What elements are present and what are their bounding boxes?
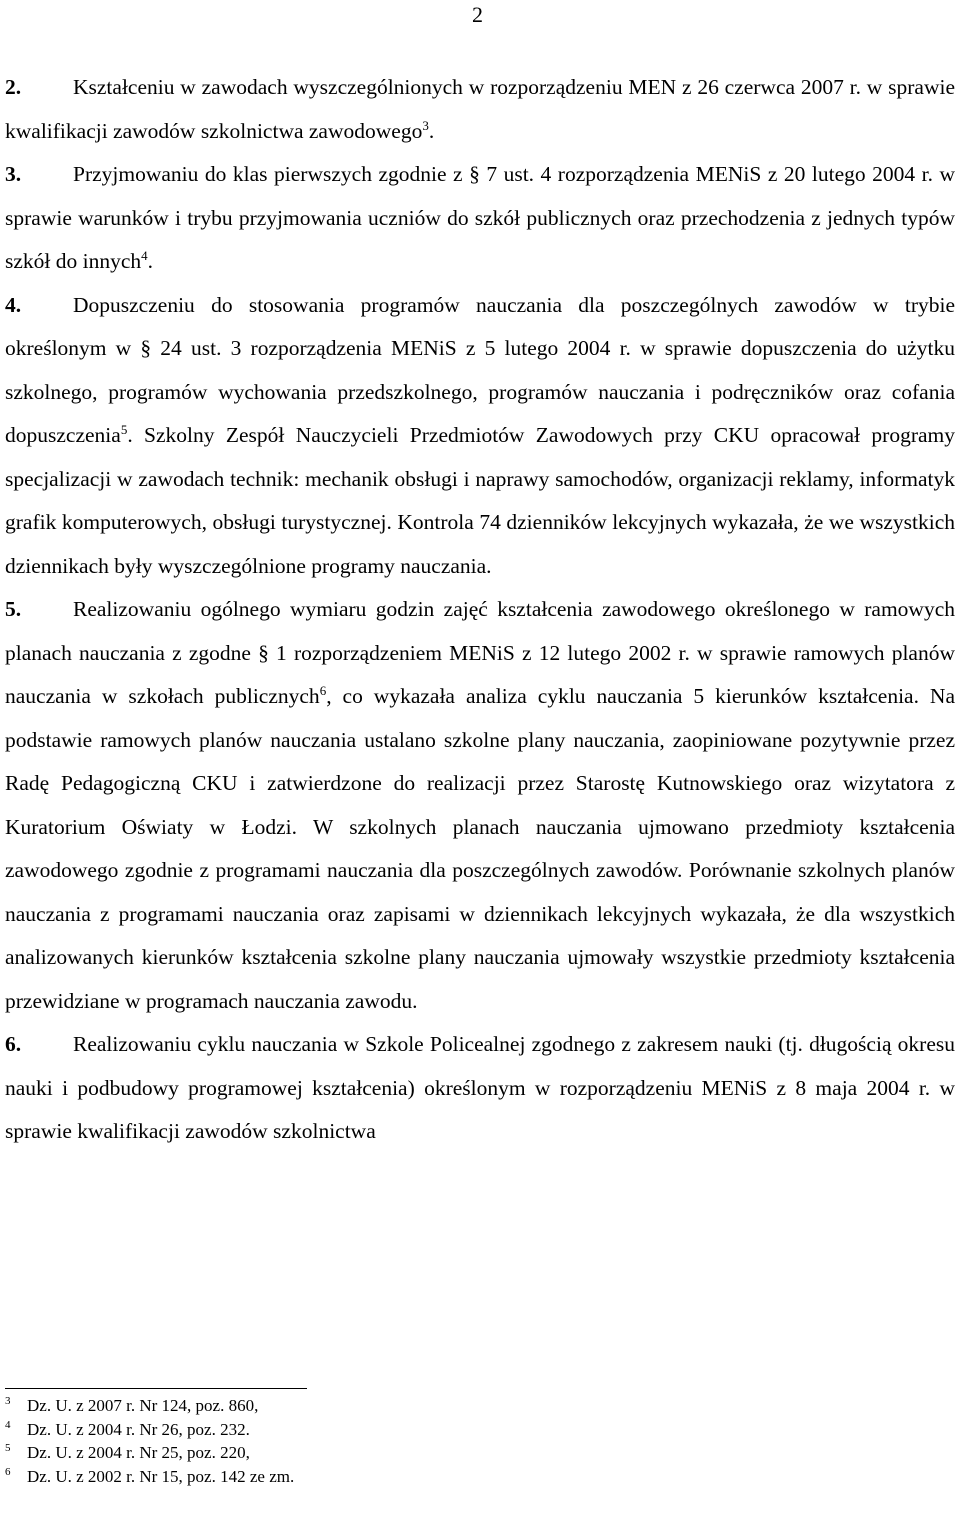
item-text: Przyjmowaniu do klas pierwszych zgodnie z § 7 ust. 4 rozporządzenia MENiS z 20 lutego 2004 r. w sprawie warunków i trybu przyjmowania uczniów do szkół publicznych oraz przechodzenia z jednych typów szkół do innych: [5, 162, 955, 273]
footnote-text: Dz. U. z 2002 r. Nr 15, poz. 142 ze zm.: [27, 1466, 295, 1486]
item-number: 6.: [5, 1032, 22, 1056]
item-text: .: [147, 249, 154, 273]
footnote: 4 Dz. U. z 2004 r. Nr 26, poz. 232.: [5, 1418, 250, 1439]
item-text: Kształceniu w zawodach wyszczególnionych w rozporządzeniu MEN z 26 czerwca 2007 r. w sprawie kwalifikacji zawodów szkolnictwa zawodowego: [5, 75, 955, 143]
item-number: 4.: [5, 292, 22, 317]
footnote: 5 Dz. U. z 2004 r. Nr 25, poz. 220,: [5, 1442, 250, 1463]
item-text: Realizowaniu ogólnego wymiaru godzin zajęć kształcenia zawodowego określonego w ramowych planach nauczania z zgodne § 1 rozporządzeniem MENiS z 12 lutego 2002 r. w sprawie ramowych planów nauczania w szkołach publicznych: [5, 597, 955, 708]
footnote-ref: 5: [120, 422, 128, 437]
item-text: .: [428, 118, 435, 143]
item-number: 5.: [5, 597, 22, 621]
footnote: 6 Dz. U. z 2002 r. Nr 15, poz. 142 ze zm.: [5, 1465, 295, 1486]
list-item: [5, 153, 955, 284]
footnote-text: Dz. U. z 2004 r. Nr 25, poz. 220,: [27, 1443, 250, 1463]
item-text: . Szkolny Zespół Nauczycieli Przedmiotów Zawodowych przy CKU opracował programy specjalizacji w zawodach technik: mechanik obsługi i naprawy samochodów, organizacji reklamy, informatyk grafik komputerowych, obsługi turystycznej. Kontrola 74 dzienników lekcyjnych wykazała, że we wszystkich dziennikach były wyszczególnione programy nauczania.: [5, 423, 955, 578]
list-item: [5, 284, 955, 589]
footnote-ref: 6: [319, 683, 327, 698]
item-text: Dopuszczeniu do stosowania programów nauczania dla poszczególnych zawodów w trybie określonym w § 24 ust. 3 rozporządzenia MENiS z 5 lutego 2004 r. w sprawie dopuszczenia do użytku szkolnego, programów wychowania przedszkolnego, programów nauczania i podręczników oraz cofania dopuszczenia: [5, 292, 955, 447]
item-number: 2.: [5, 75, 22, 99]
footnote: 3 Dz. U. z 2007 r. Nr 124, poz. 860,: [5, 1395, 259, 1415]
footnote-text: Dz. U. z 2004 r. Nr 26, poz. 232.: [27, 1419, 250, 1439]
list-item: [5, 66, 955, 153]
item-text: , co wykazała analiza cyklu nauczania 5 kierunków kształcenia. Na podstawie ramowych planów nauczania ustalano szkolne plany nauczania, zaopiniowane pozytywnie przez Radę Pedagogiczną CKU i zatwierdzone do realizacji przez Starostę Kutnowskiego oraz wizytatora z Kuratorium Oświaty w Łodzi. W szkolnych planach nauczania ujmowano przedmioty kształcenia zawodowego zgodnie z programami nauczania dla poszczególnych zawodów. Porównanie szkolnych planów nauczania z programami nauczania oraz zapisami w dziennikach lekcyjnych wykazała, że dla wszystkich analizowanych kierunków kształcenia szkolne plany nauczania ujmowały wszystkie przedmioty kształcenia przewidziane w programach nauczania zawodu.: [5, 684, 955, 1013]
footnote-ref: 4: [141, 248, 148, 263]
item-text: Realizowaniu cyklu nauczania w Szkole Policealnej zgodnego z zakresem nauki (tj. długością okresu nauki i podbudowy programowej kształcenia) określonym w rozporządzeniu MENiS z 8 maja 2004 r. w sprawie kwalifikacji zawodów szkolnictwa: [5, 1032, 955, 1143]
footnote-text: Dz. U. z 2007 r. Nr 124, poz. 860,: [27, 1396, 259, 1415]
document-body: [5, 66, 955, 1154]
footnotes: [5, 1394, 294, 1488]
list-item: [5, 588, 955, 1023]
list-item: [5, 1023, 955, 1154]
footnote-ref: 3: [422, 117, 429, 133]
item-number: 3.: [5, 162, 22, 186]
footnote-separator: [5, 1388, 307, 1389]
page-number: 2: [472, 2, 483, 27]
